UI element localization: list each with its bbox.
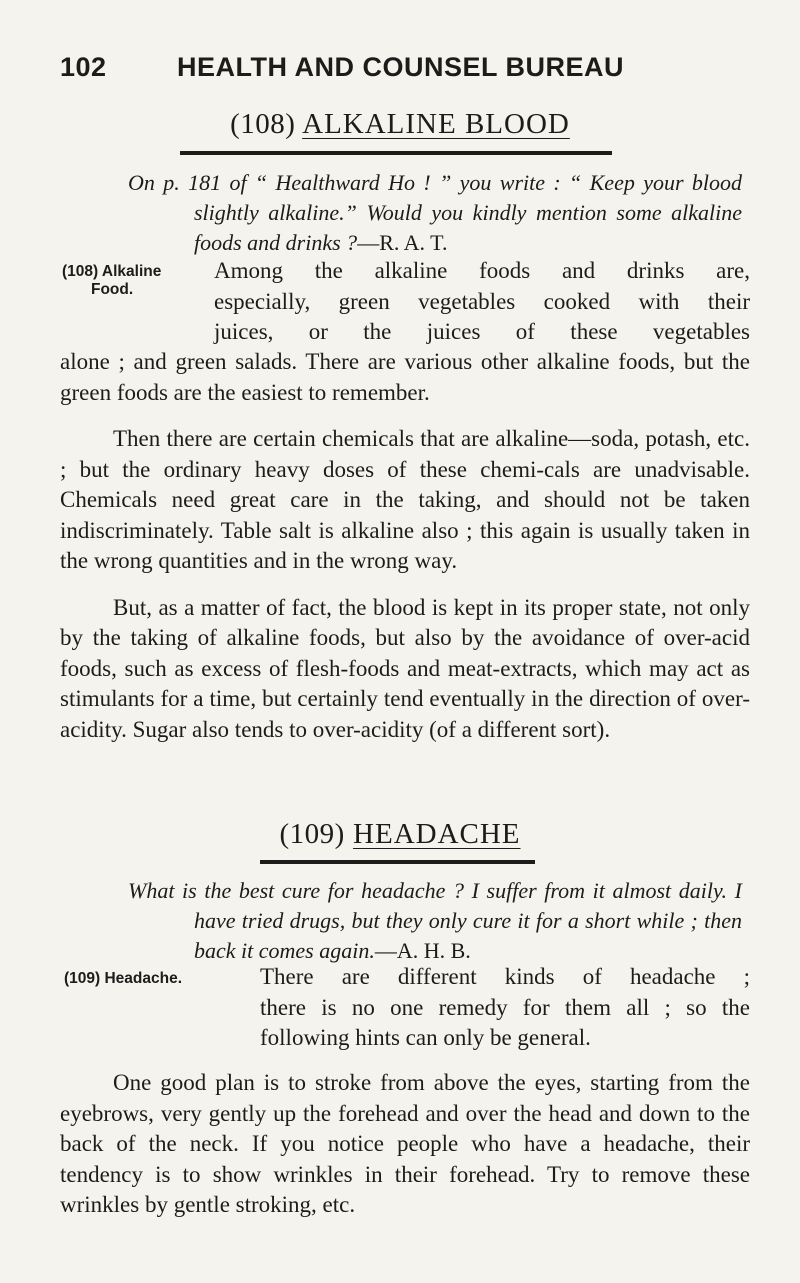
answer-line: Among the alkaline foods and drinks are, xyxy=(214,258,750,283)
question-signature: —A. H. B. xyxy=(374,938,471,963)
margin-note-alkaline-food xyxy=(62,263,161,299)
margin-note-headache: (109) Headache. xyxy=(64,970,183,987)
section-108-question xyxy=(128,168,742,258)
question-text: What is the best cure for headache ? I suffer from it almost daily. I have tried drugs, but they only cure it for a short while ; then back it comes again. xyxy=(128,878,742,963)
answer-line: there is no one remedy for them all ; so the xyxy=(260,994,750,1020)
section-108-answer xyxy=(60,347,750,745)
heading-rule xyxy=(260,860,535,864)
answer-line: juices, or the juices of these vegetables xyxy=(214,319,750,344)
page-number: 102 xyxy=(60,52,107,82)
margin-note-word: Food. xyxy=(91,281,134,298)
answer-paragraph: One good plan is to stroke from above the eyes, starting from the eyebrows, very gently up the forehead and over the head and down to the back of the neck. If you notice people who have a headache, their tendency is to show wrinkles in their forehead. Try to remove these wrinkles by gentle stroking, etc. xyxy=(60,1070,750,1217)
answer-line: following hints can only be general. xyxy=(260,1025,591,1050)
question-signature: —R. A. T. xyxy=(357,230,448,255)
section-109-answer xyxy=(60,1068,750,1221)
section-109-number: (109) xyxy=(279,818,345,850)
answer-line: especially, green vegetables cooked with their xyxy=(214,288,750,314)
answer-paragraph: alone ; and green salads. There are various other alkaline foods, but the green foods are the easiest to remember. xyxy=(60,349,750,405)
section-109-title: HEADACHE xyxy=(353,818,521,850)
answer-paragraph: But, as a matter of fact, the blood is kept in its proper state, not only by the taking of alkaline foods, but also by the avoidance of over-acid foods, such as excess of flesh-foods and meat-extracts, which may act as stimulants for a time, but certainly tend eventually in the direction of over-acidity. Sugar also tends to over-acidity (of a different sort). xyxy=(60,594,750,742)
running-title: HEALTH AND COUNSEL BUREAU xyxy=(177,52,625,82)
section-109-question xyxy=(128,876,742,966)
section-108-answer-lead xyxy=(214,256,750,348)
section-108-title: ALKALINE BLOOD xyxy=(302,108,570,140)
heading-rule xyxy=(180,151,612,155)
answer-paragraph: Then there are certain chemicals that are alkaline—soda, potash, etc. ; but the ordinary heavy doses of these chemi-cals are unadvisable. Chemicals need great care in the taking, and should not be taken indiscriminately. Table salt is alkaline also ; this again is usually taken in the wrong quantities and in the wrong way. xyxy=(60,426,750,573)
section-109-heading xyxy=(0,818,800,851)
section-108-number: (108) xyxy=(230,108,296,140)
running-head xyxy=(60,52,750,92)
margin-note-word: Alkaline xyxy=(101,263,162,280)
section-108-heading xyxy=(0,108,800,141)
answer-line: There are different kinds of headache ; xyxy=(260,964,750,989)
question-text: On p. 181 of “ Healthward Ho ! ” you write : “ Keep your blood slightly alkaline.” Would you kindly mention some alkaline foods and drinks ? xyxy=(128,170,742,255)
section-109-answer-lead xyxy=(260,962,750,1054)
margin-note-number: (108) xyxy=(62,263,99,280)
